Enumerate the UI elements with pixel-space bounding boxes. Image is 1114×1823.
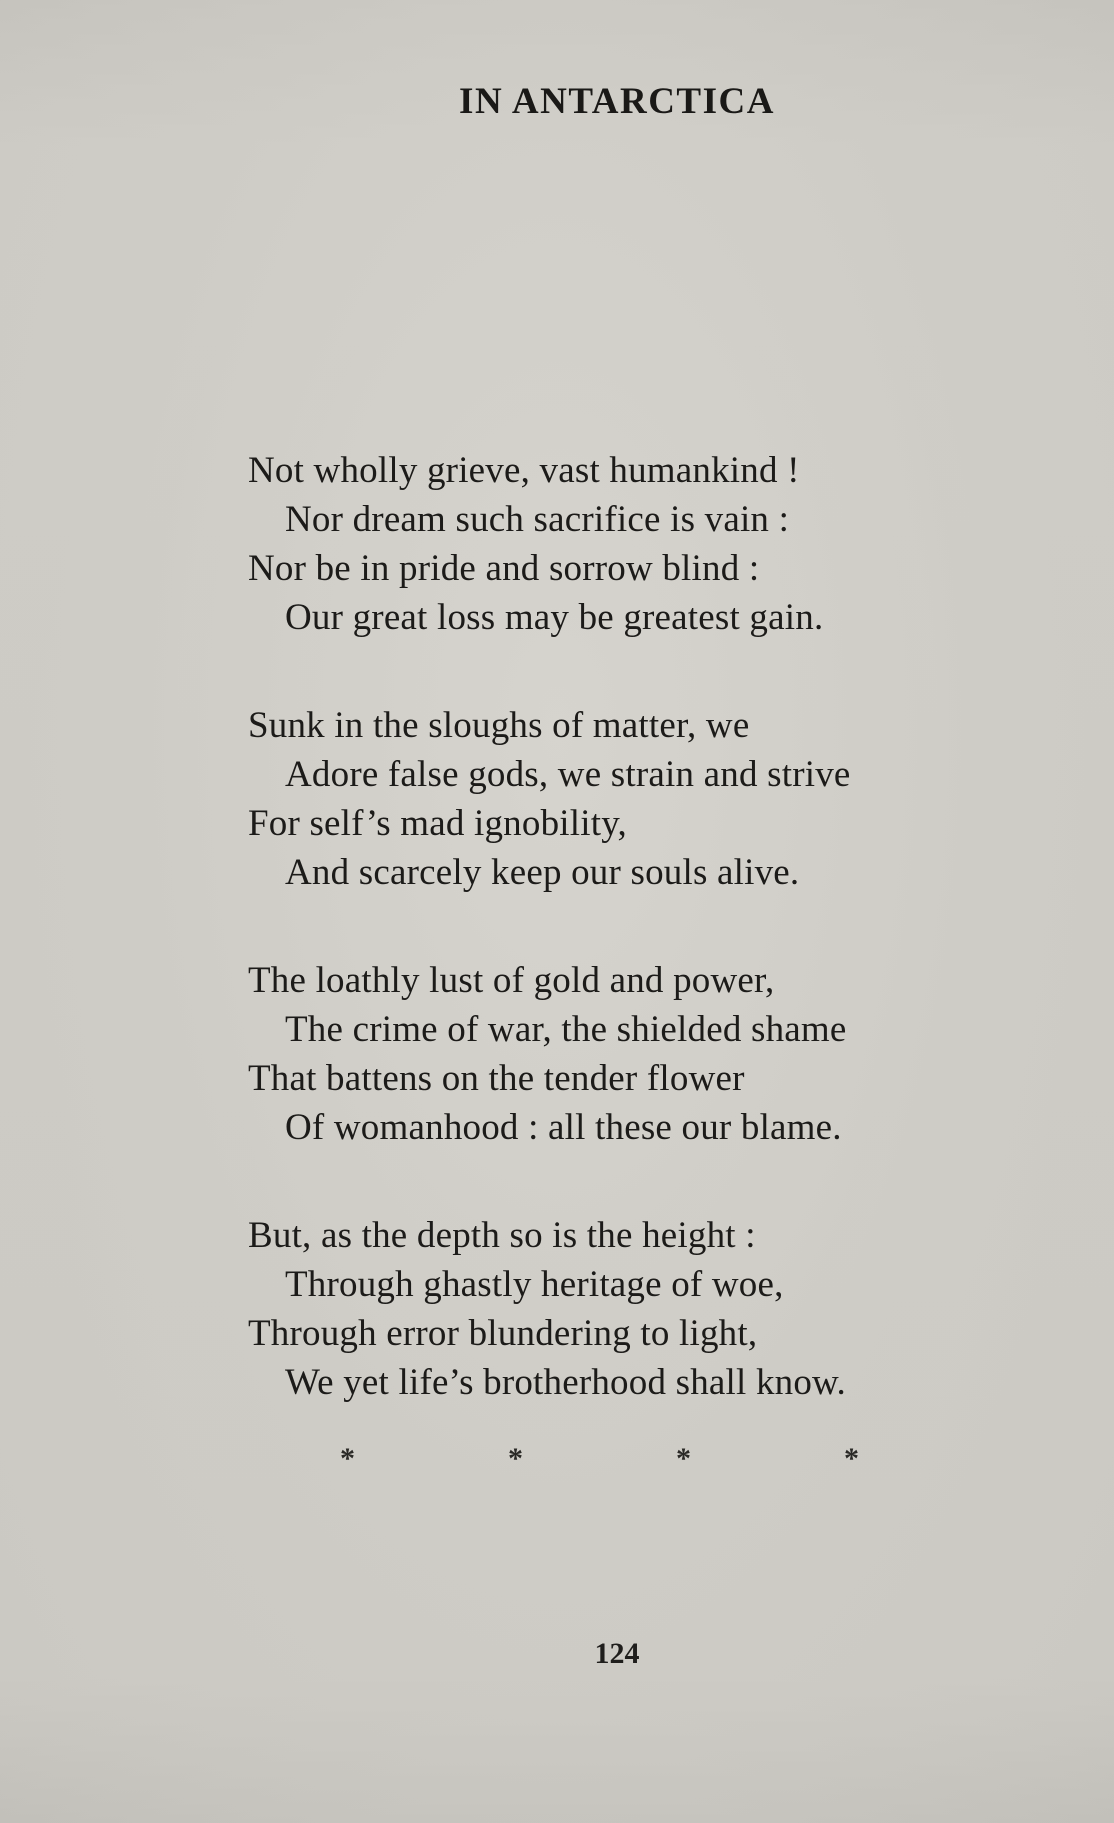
poem-line: Nor dream such sacrifice is vain : <box>285 499 790 540</box>
poem-line: Our great loss may be greatest gain. <box>285 597 824 638</box>
poem-line: And scarcely keep our souls alive. <box>285 852 800 893</box>
poem-line: Adore false gods, we strain and strive <box>285 754 851 795</box>
asterisk: * <box>508 1442 523 1475</box>
stanza-1 <box>248 446 1068 642</box>
poem-line: That battens on the tender flower <box>248 1058 745 1099</box>
section-break <box>340 1442 900 1482</box>
poem-line: We yet life’s brotherhood shall know. <box>285 1362 847 1403</box>
asterisk: * <box>676 1442 691 1475</box>
poem-line: Of womanhood : all these our blame. <box>285 1107 842 1148</box>
stanza-4 <box>248 1211 1068 1407</box>
poem-line: The loathly lust of gold and power, <box>248 960 775 1001</box>
poem-line: The crime of war, the shielded shame <box>285 1009 847 1050</box>
poem-line: For self’s mad ignobility, <box>248 803 627 844</box>
poem-line: Nor be in pride and sorrow blind : <box>248 548 760 589</box>
asterisk: * <box>340 1442 355 1475</box>
poem-line: Not wholly grieve, vast humankind ! <box>248 450 800 491</box>
running-head: IN ANTARCTICA <box>459 81 775 122</box>
page-number: 124 <box>594 1637 640 1670</box>
asterisk: * <box>844 1442 859 1475</box>
poem-line: But, as the depth so is the height : <box>248 1215 756 1256</box>
stanza-3 <box>248 956 1068 1152</box>
poem <box>248 446 1068 1466</box>
stanza-2 <box>248 701 1068 897</box>
poem-line: Through ghastly heritage of woe, <box>285 1264 784 1305</box>
poem-line: Through error blundering to light, <box>248 1313 758 1354</box>
poem-line: Sunk in the sloughs of matter, we <box>248 705 750 746</box>
